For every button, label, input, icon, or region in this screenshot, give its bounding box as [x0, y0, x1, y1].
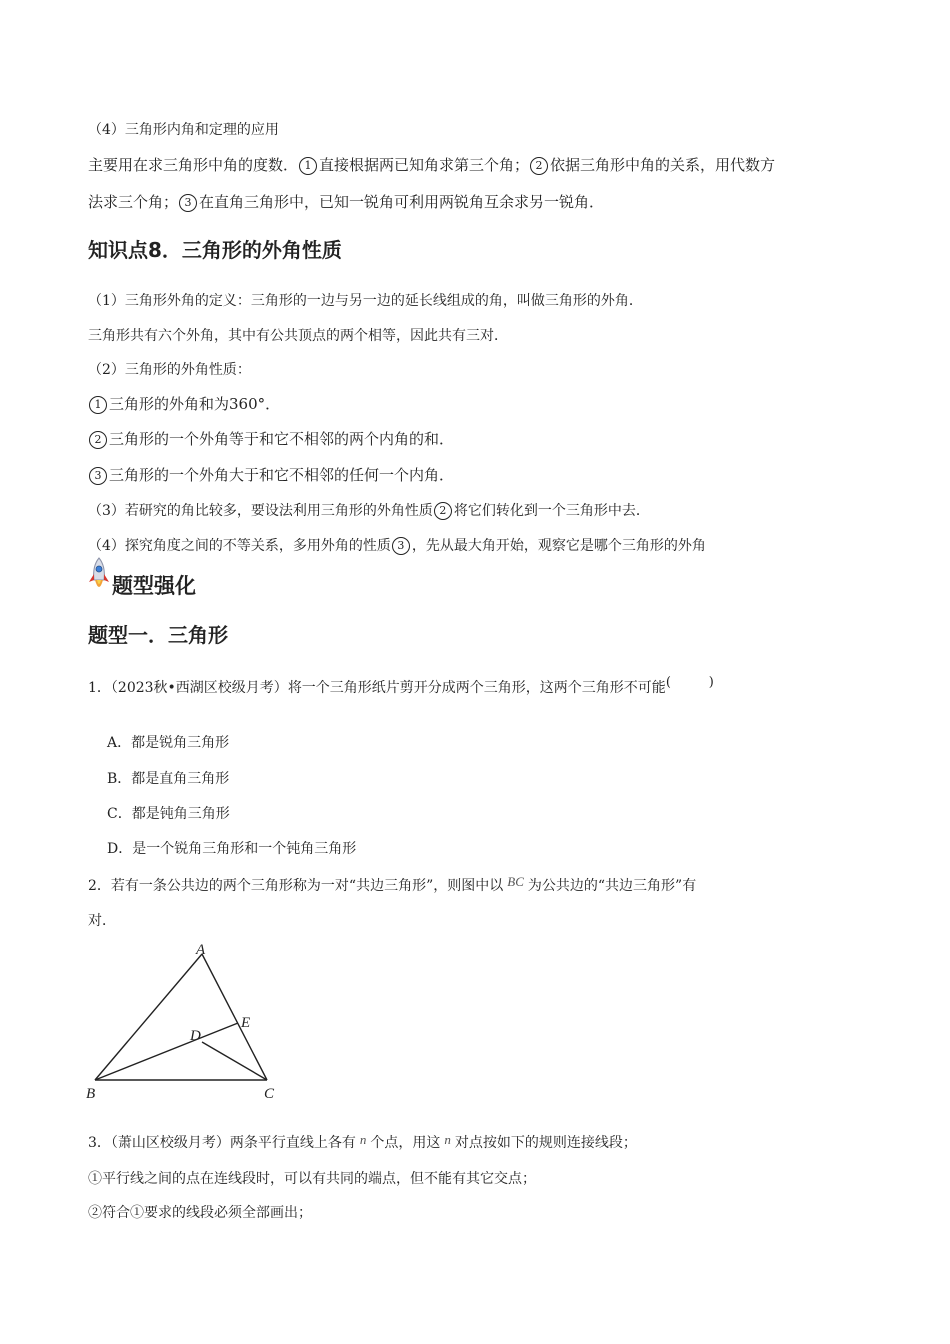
label-b: B	[86, 1086, 96, 1102]
triangle-figure	[82, 938, 282, 1108]
circled-3: 3	[89, 467, 107, 485]
q3-stem: 3．（萧山区校级月考）两条平行直线上各有 n 个点，用这 n 对点按如下的规则连接线段；	[88, 1132, 637, 1151]
q1-option-b[interactable]: B．都是直角三角形	[107, 771, 230, 787]
q3-rule-2: ②符合①要求的线段必须全部画出；	[88, 1205, 312, 1221]
circled-2: 2	[89, 431, 107, 449]
section-subheading: 题型一．三角形	[88, 623, 228, 647]
q1-option-d[interactable]: D．是一个锐角三角形和一个钝角三角形	[107, 841, 357, 857]
label-a: A	[196, 942, 206, 958]
q2-stem: 2．若有一条公共边的两个三角形称为一对“共边三角形”，则图中以 BC 为公共边的“共边三角形”有	[88, 874, 697, 894]
q2-stem-cont: 对．	[88, 913, 116, 929]
sec8-p1: （1）三角形外角的定义：三角形的一边与另一边的延长线组成的角，叫做三角形的外角．	[88, 293, 643, 309]
q3-rule-1: ①平行线之间的点在连线段时，可以有共同的端点，但不能有其它交点；	[88, 1171, 536, 1187]
label-d: D	[190, 1028, 201, 1044]
circled-3: 3	[179, 194, 197, 212]
sec8-prop2: 2 三角形的一个外角等于和它不相邻的两个内角的和．	[88, 428, 454, 449]
sec8-p3: （2）三角形的外角性质：	[88, 362, 251, 378]
answer-blank[interactable]: ( )	[665, 675, 714, 690]
circled-1: 1	[299, 157, 317, 175]
q1-option-c[interactable]: C．都是钝角三角形	[107, 806, 230, 822]
sec7-line1: 主要用在求三角形中角的度数． 1 直接根据两已知角求第三个角； 2 依据三角形中角的关系，用代数方	[88, 156, 776, 174]
math-bc: BC	[507, 874, 524, 889]
circled-2: 2	[434, 502, 452, 520]
sec8-prop3: 3 三角形的一个外角大于和它不相邻的任何一个内角．	[88, 464, 454, 485]
rocket-icon	[86, 556, 112, 596]
circled-1: 1	[89, 396, 107, 414]
circled-3: 3	[392, 537, 410, 555]
sec8-prop1: 1 三角形的外角和为360°．	[88, 393, 280, 414]
label-e: E	[241, 1015, 251, 1031]
circled-2: 2	[530, 157, 548, 175]
q1-option-a[interactable]: A．都是锐角三角形	[107, 735, 230, 751]
sec8-p4: （3）若研究的角比较多，要设法利用三角形的外角性质 2 将它们转化到一个三角形中去．	[88, 503, 650, 519]
sec8-p2: 三角形共有六个外角，其中有公共顶点的两个相等，因此共有三对．	[88, 328, 508, 344]
edge-ba	[95, 954, 202, 1080]
sec8-heading: 知识点8．三角形的外角性质	[88, 238, 342, 262]
sec7-line2: 法求三个角； 3 在直角三角形中，已知一锐角可利用两锐角互余求另一锐角．	[88, 193, 605, 211]
math-n: n	[359, 1132, 367, 1147]
section-heading: 题型强化	[112, 574, 196, 598]
math-n: n	[444, 1132, 451, 1147]
sec7-title: （4）三角形内角和定理的应用	[88, 122, 279, 138]
label-c: C	[264, 1086, 275, 1102]
q1-stem: 1．（2023秋•西湖区校级月考）将一个三角形纸片剪开分成两个三角形，这两个三角形不可能( )	[88, 675, 714, 696]
segment-be	[95, 1023, 238, 1080]
sec8-p5: （4）探究角度之间的不等关系，多用外角的性质 3 ，先从最大角开始，观察它是哪个三角形的外角	[88, 538, 706, 554]
